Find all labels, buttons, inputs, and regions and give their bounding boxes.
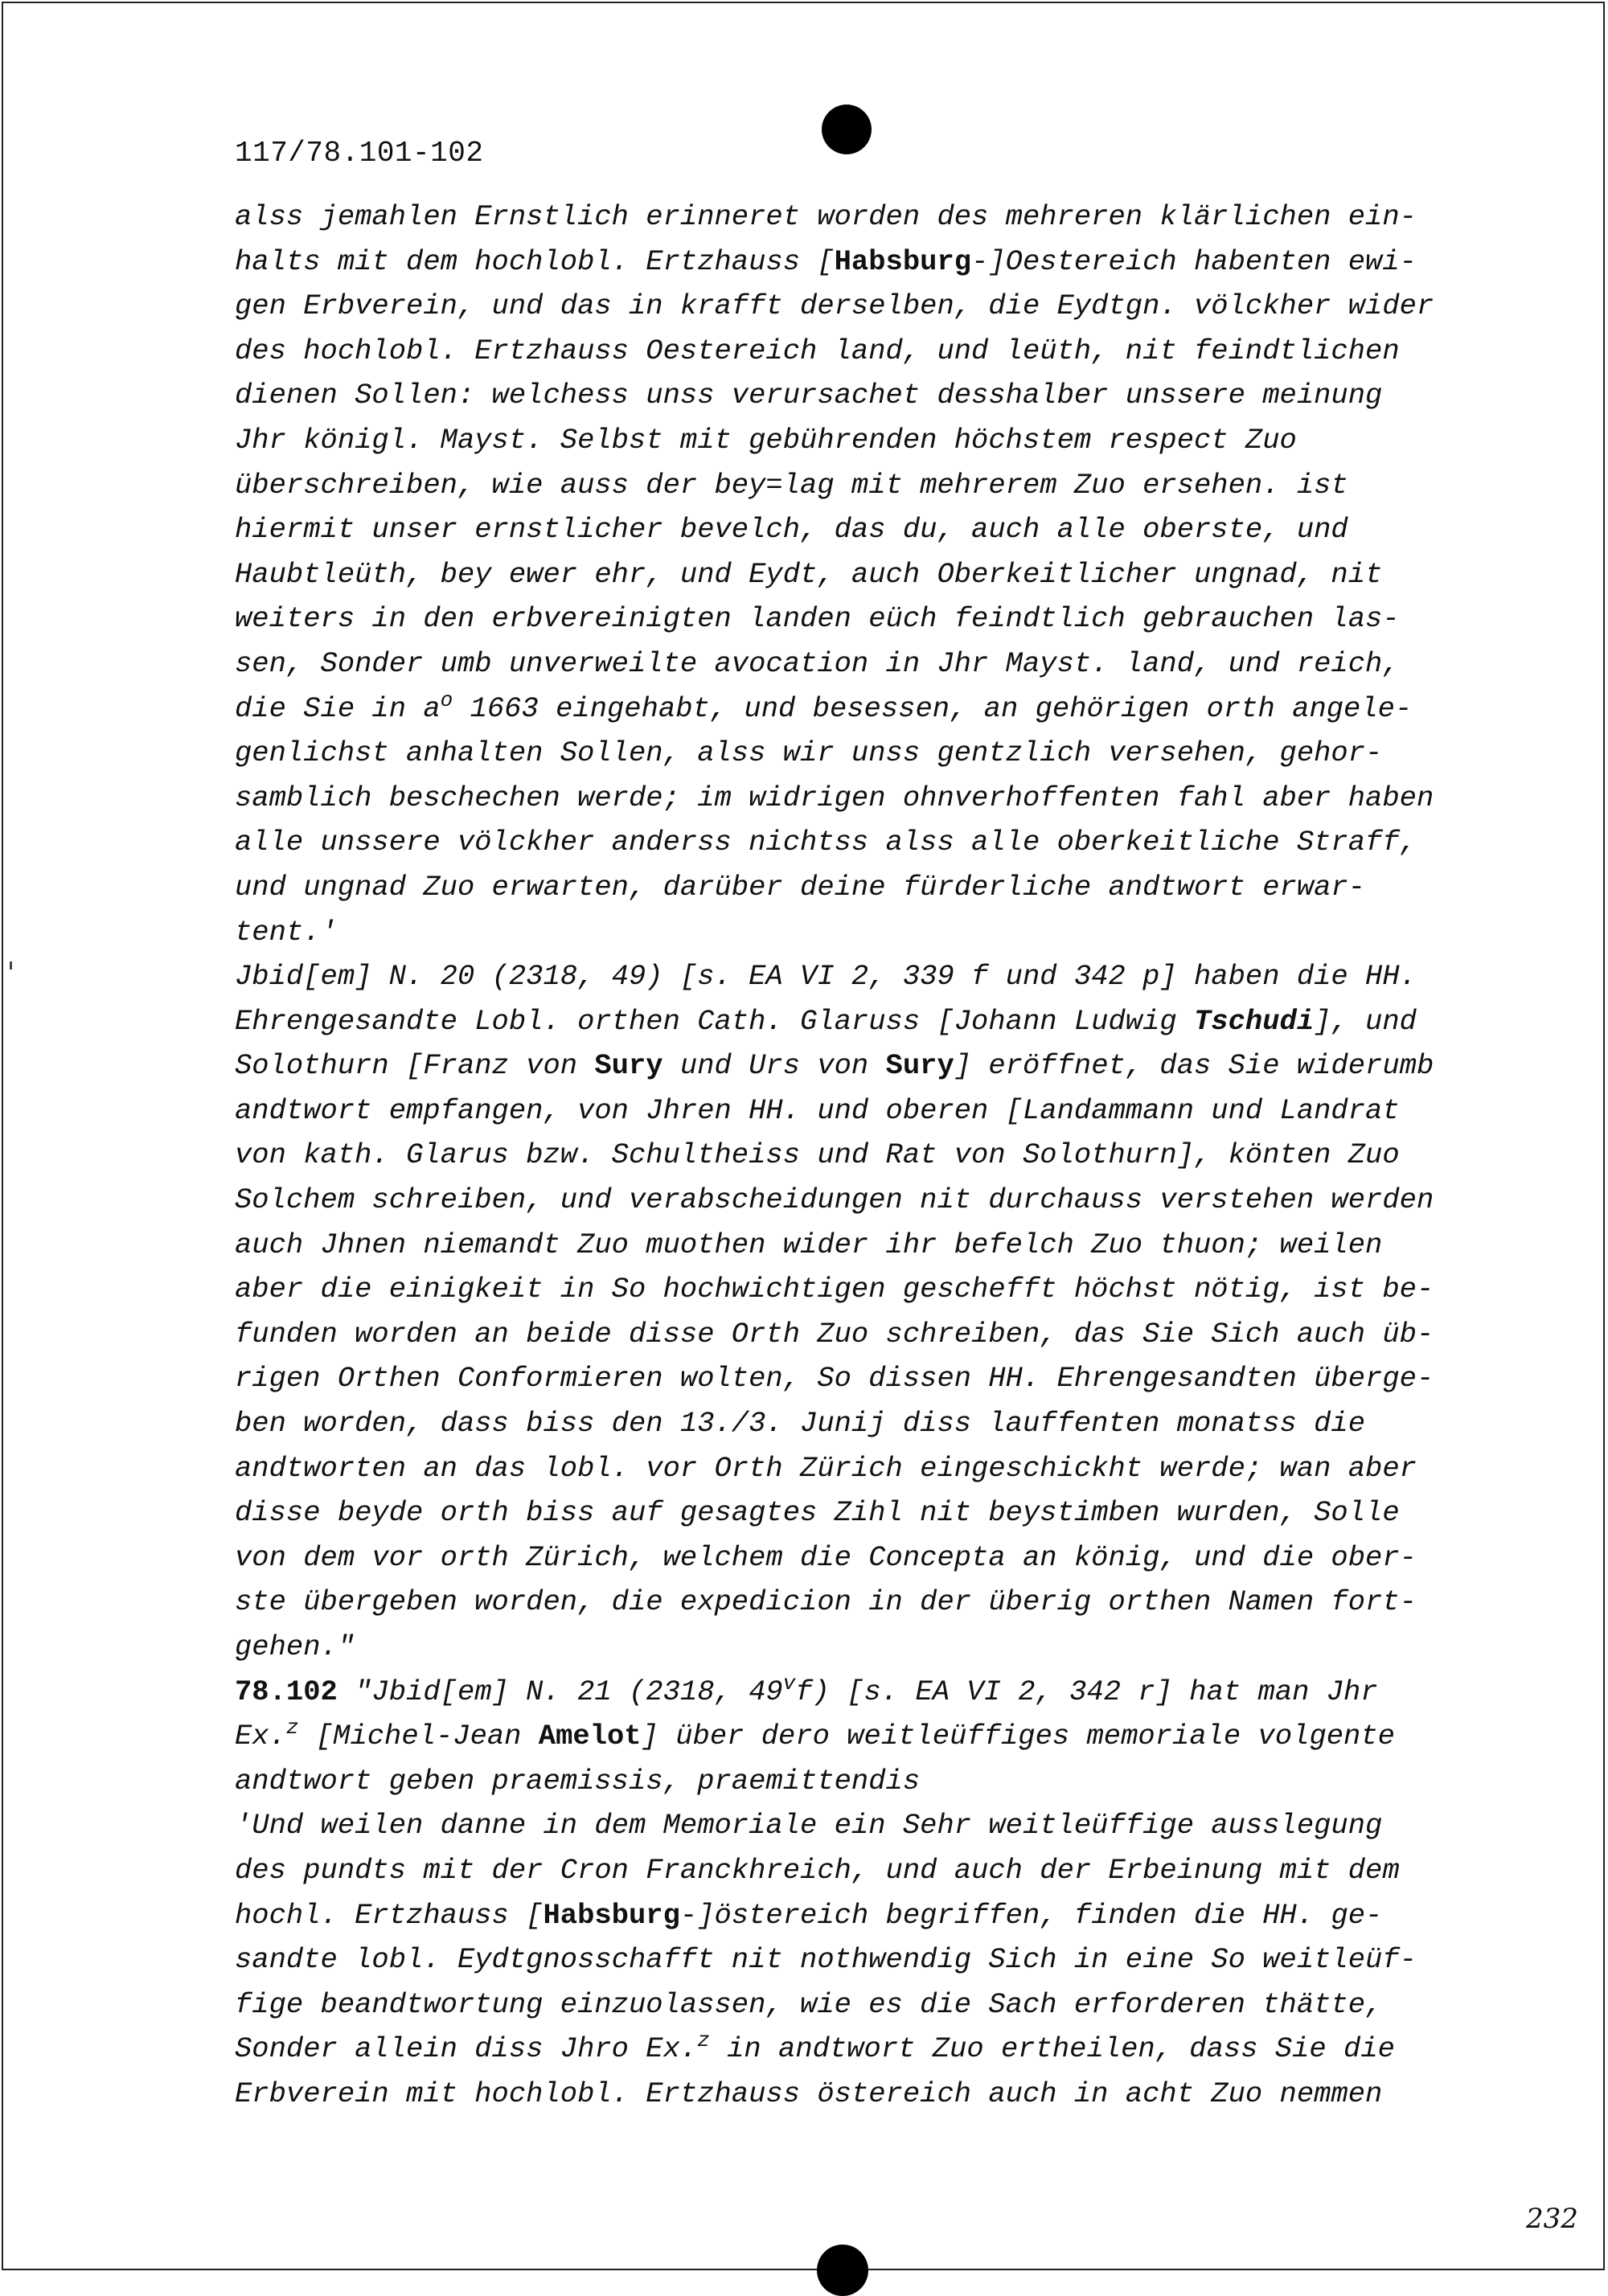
text-line (235, 1043, 1473, 1089)
margin-mark (10, 961, 12, 970)
bold-name: Sury (885, 1049, 954, 1083)
text-line (235, 1267, 1473, 1312)
text-segment: ben worden, dass biss den 13./3. Junij diss lauffenten monatss die (235, 1407, 1366, 1441)
text-segment: und Urs von (662, 1049, 886, 1083)
text-segment: gehen." (235, 1630, 355, 1663)
text-segment: 'Und weilen danne in dem Memoriale ein Sehr weitleüffige ausslegung (235, 1809, 1383, 1843)
text-segment: fige beandtwortung einzuolassen, wie es die Sach erforderen thätte, (235, 1987, 1383, 2021)
text-segment: hiermit unser ernstlicher bevelch, das du, auch alle oberste, und (235, 513, 1348, 547)
text-segment: die Sie in a (235, 691, 441, 725)
text-line (235, 1223, 1473, 1268)
text-line (235, 552, 1473, 597)
bold-name: Habsburg (543, 1898, 680, 1932)
text-line (235, 2072, 1473, 2117)
text-segment: Haubtleüth, bey ewer ehr, und Eydt, auch Oberkeitlicher ungnad, nit (235, 557, 1383, 591)
text-line (235, 1803, 1473, 1848)
text-line (235, 687, 1473, 732)
text-segment: dienen Sollen: welchess unss verursachet desshalber unssere meinung (235, 379, 1383, 412)
text-line (235, 1178, 1473, 1223)
text-line (235, 1848, 1473, 1893)
superscript: z (697, 2028, 710, 2053)
text-line (235, 1670, 1473, 1715)
text-segment: Solchem schreiben, und verabscheidungen nit durchauss verstehen werden (235, 1183, 1434, 1217)
text-line (235, 463, 1473, 508)
bold-name: Amelot (538, 1720, 642, 1753)
text-line (235, 373, 1473, 418)
punch-hole-bottom (817, 2245, 868, 2296)
text-segment: des pundts mit der Cron Franckhreich, und auch der Erbeinung mit dem (235, 1853, 1400, 1887)
text-segment: ] über dero weitleüffiges memoriale volgente (641, 1720, 1395, 1753)
handwritten-page-number: 232 (1526, 2203, 1578, 2235)
text-line (235, 418, 1473, 463)
text-segment: -]Oestereich habenten ewi- (971, 244, 1417, 278)
superscript: v (782, 1671, 796, 1695)
text-line (235, 507, 1473, 552)
text-line (235, 2027, 1473, 2072)
text-line (235, 1937, 1473, 1982)
text-line (235, 1535, 1473, 1581)
punch-hole-top (822, 105, 872, 154)
text-segment: Sonder allein diss Jhro Ex. (235, 2032, 698, 2066)
text-line (235, 820, 1473, 865)
text-segment: ste übergeben worden, die expedicion in der überig orthen Namen fort- (235, 1585, 1417, 1619)
text-line (235, 1312, 1473, 1357)
text-segment: Jbid[em] N. 20 (2318, 49) [s. EA VI 2, 339 f und 342 p] haben die HH. (235, 960, 1417, 994)
text-line (235, 329, 1473, 374)
text-line (235, 731, 1473, 776)
text-segment: in andtwort Zuo ertheilen, dass Sie die (709, 2032, 1395, 2066)
bold-name: Sury (594, 1049, 663, 1083)
text-segment: sandte lobl. Eydtgnosschafft nit nothwendig Sich in eine So weitleüf- (235, 1943, 1417, 1977)
text-line (235, 1089, 1473, 1134)
text-line (235, 1446, 1473, 1491)
text-line (235, 1893, 1473, 1938)
bold-name: 78.102 (235, 1675, 338, 1708)
text-segment: überschreiben, wie auss der bey=lag mit mehrerem Zuo ersehen. ist (235, 468, 1348, 502)
text-segment: andtwort geben praemissis, praemittendis (235, 1764, 921, 1798)
text-segment: weiters in den erbvereinigten landen eüch feindtlich gebrauchen las- (235, 602, 1400, 636)
text-segment: Ehrengesandte Lobl. orthen Cath. Glaruss [Johann Ludwig (235, 1004, 1194, 1038)
text-segment: tent.' (235, 915, 338, 949)
text-segment: "Jbid[em] N. 21 (2318, 49 (337, 1675, 783, 1708)
text-segment: von dem vor orth Zürich, welchem die Concepta an könig, und die ober- (235, 1540, 1417, 1574)
text-segment: genlichst anhalten Sollen, alss wir unss gentzlich versehen, gehor- (235, 736, 1383, 770)
text-segment: sen, Sonder umb unverweilte avocation in Jhr Mayst. land, und reich, (235, 646, 1400, 680)
text-line (235, 1714, 1473, 1759)
text-line (235, 1625, 1473, 1670)
superscript: z (285, 1716, 299, 1740)
text-segment: auch Jhnen niemandt Zuo muothen wider ihr befelch Zuo thuon; weilen (235, 1228, 1383, 1261)
text-line (235, 1759, 1473, 1804)
text-line (235, 865, 1473, 910)
text-line (235, 1401, 1473, 1446)
text-segment: -]östereich begriffen, finden die HH. ge- (679, 1898, 1383, 1932)
text-segment: [Michel-Jean (298, 1720, 539, 1753)
text-segment: von kath. Glarus bzw. Schultheiss und Rat von Solothurn], könten Zuo (235, 1138, 1400, 1172)
text-segment: samblich beschechen werde; im widrigen ohnverhoffenten fahl aber haben (235, 781, 1434, 814)
text-line (235, 240, 1473, 285)
text-line (235, 1580, 1473, 1625)
text-segment: rigen Orthen Conformieren wolten, So dissen HH. Ehrengesandten überge- (235, 1362, 1434, 1396)
text-line (235, 284, 1473, 329)
text-segment: ] eröffnet, das Sie widerumb (954, 1049, 1434, 1083)
text-segment: alle unssere völckher anderss nichtss alss alle oberkeitliche Straff, (235, 826, 1417, 859)
text-line (235, 642, 1473, 687)
text-line (235, 1356, 1473, 1401)
text-segment: halts mit dem hochlobl. Ertzhauss [ (235, 244, 835, 278)
text-segment: und ungnad Zuo erwarten, darüber deine fürderliche andtwort erwar- (235, 870, 1366, 904)
text-segment: andtworten an das lobl. vor Orth Zürich eingeschickht werde; wan aber (235, 1451, 1417, 1485)
text-segment: Jhr königl. Mayst. Selbst mit gebührenden höchstem respect Zuo (235, 423, 1297, 457)
text-segment: Solothurn [Franz von (235, 1049, 595, 1083)
text-segment: hochl. Ertzhauss [ (235, 1898, 544, 1932)
text-segment: gen Erbverein, und das in krafft derselben, die Eydtgn. völckher wider (235, 289, 1434, 323)
text-segment: f) [s. EA VI 2, 342 r] hat man Jhr (795, 1675, 1378, 1708)
bold-name: Habsburg (834, 244, 972, 278)
text-segment: ], und (1314, 1004, 1417, 1038)
text-line (235, 910, 1473, 955)
text-line (235, 954, 1473, 999)
text-segment: 1663 eingehabt, und besessen, an gehörigen orth angele- (453, 691, 1413, 725)
text-segment: Ex. (235, 1720, 286, 1753)
document-reference: 117/78.101-102 (235, 137, 484, 170)
text-line (235, 776, 1473, 821)
text-line (235, 1982, 1473, 2027)
text-segment: aber die einigkeit in So hochwichtigen geschefft höchst nötig, ist be- (235, 1273, 1434, 1306)
text-segment: alss jemahlen Ernstlich erinneret worden des mehreren klärlichen ein- (235, 200, 1417, 233)
text-line (235, 999, 1473, 1044)
text-segment: des hochlobl. Ertzhauss Oestereich land, und leüth, nit feindtlichen (235, 334, 1400, 367)
text-segment: disse beyde orth biss auf gesagtes Zihl nit beystimben wurden, Solle (235, 1496, 1400, 1530)
text-segment: andtwort empfangen, von Jhren HH. und oberen [Landammann und Landrat (235, 1093, 1400, 1127)
text-line (235, 195, 1473, 240)
body-text (235, 195, 1473, 2117)
text-segment: Erbverein mit hochlobl. Ertzhauss östereich auch in acht Zuo nemmen (235, 2077, 1383, 2110)
bold-name: Tschudi (1194, 1004, 1315, 1038)
superscript: o (440, 687, 453, 712)
text-segment: funden worden an beide disse Orth Zuo schreiben, das Sie Sich auch üb- (235, 1317, 1434, 1351)
text-line (235, 1133, 1473, 1178)
text-line (235, 597, 1473, 642)
text-line (235, 1490, 1473, 1535)
